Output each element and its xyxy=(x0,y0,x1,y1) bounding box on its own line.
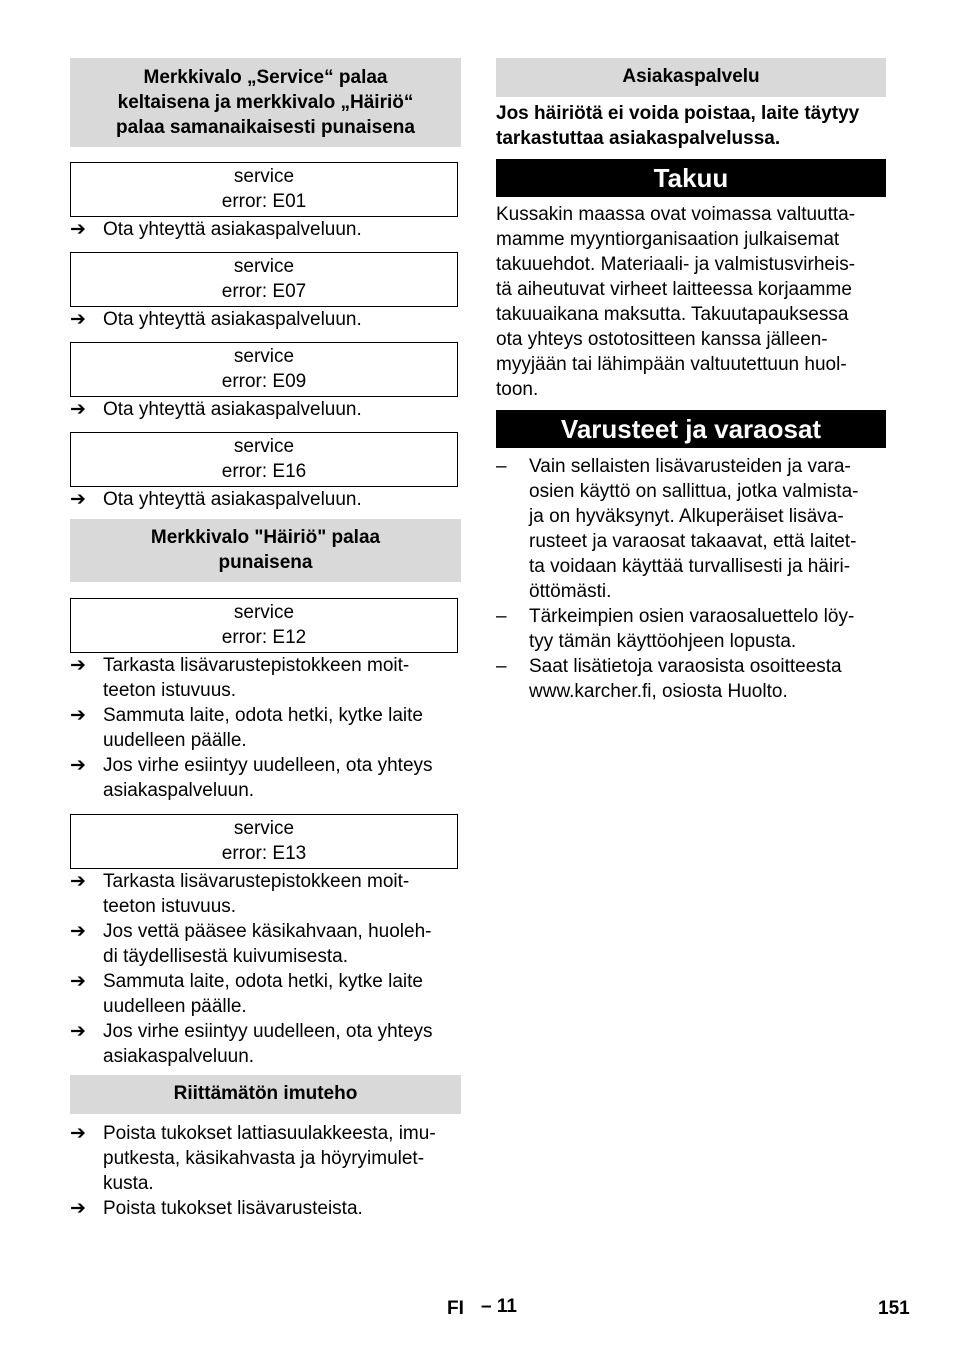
box-service-label: service xyxy=(233,166,295,187)
arrow-icon: ➔ xyxy=(70,871,86,892)
customer-service-text: Jos häiriötä ei voida poistaa, laite täytyy tarkastuttaa asiakaspalvelussa. xyxy=(496,103,860,149)
error-box-e16 xyxy=(70,432,458,487)
arrow-icon: ➔ xyxy=(70,755,86,776)
list-item: ➔ Ota yhteyttä asiakaspalveluun. xyxy=(70,309,362,330)
arrow-icon: ➔ xyxy=(70,705,86,726)
arrow-icon: ➔ xyxy=(70,399,86,420)
box-service-label: service xyxy=(233,436,295,457)
error-box-e09 xyxy=(70,342,458,397)
arrow-icon: ➔ xyxy=(70,971,86,992)
box-error-code: error: E01 xyxy=(221,191,307,212)
box-service-label: service xyxy=(233,602,295,623)
box-error-code: error: E07 xyxy=(221,281,307,302)
footer-page-number: 151 xyxy=(878,1298,910,1319)
footer-local-page: – 11 xyxy=(481,1296,517,1317)
arrow-icon: ➔ xyxy=(70,1198,86,1219)
arrow-icon: ➔ xyxy=(70,309,86,330)
list-item: ➔ Ota yhteyttä asiakaspalveluun. xyxy=(70,219,362,240)
box-error-code: error: E16 xyxy=(221,461,307,482)
box-service-label: service xyxy=(233,818,295,839)
heading-service-and-fault-lights: Merkkivalo „Service“ palaa keltaisena ja merkkivalo „Häiriö“ palaa samanaikaisesti punaisena xyxy=(70,58,461,147)
list-item: ➔ Jos vettä pääsee käsikahvaan, huoleh- di täydellisestä kuivumisesta. xyxy=(70,921,432,967)
arrow-icon: ➔ xyxy=(70,219,86,240)
box-error-code: error: E09 xyxy=(221,371,307,392)
arrow-icon: ➔ xyxy=(70,655,86,676)
list-item: – Vain sellaisten lisävarusteiden ja vara- osien käyttö on sallittua, jotka valmista- ja on hyväksynyt. Alkuperäiset lisäva- rusteet ja varaosat takaavat, että laitet- ta voidaan käyttää turvallisesti ja häiri- öttömästi. xyxy=(496,456,859,602)
box-service-label: service xyxy=(233,256,295,277)
list-item: ➔ Tarkasta lisävarustepistokkeen moit- teeton istuvuus. xyxy=(70,655,410,701)
left-column xyxy=(70,58,461,1221)
dash-icon: – xyxy=(496,656,507,677)
heading-fault-light-red: Merkkivalo "Häiriö" palaa punaisena xyxy=(70,519,461,582)
list-item: – Tärkeimpien osien varaosaluettelo löy- tyy tämän käyttöohjeen lopusta. xyxy=(496,606,855,652)
dash-icon: – xyxy=(496,456,507,477)
dash-icon: – xyxy=(496,606,507,627)
box-service-label: service xyxy=(233,346,295,367)
arrow-icon: ➔ xyxy=(70,1123,86,1144)
arrow-icon: ➔ xyxy=(70,489,86,510)
heading-customer-service: Asiakaspalvelu xyxy=(496,58,886,97)
list-item: – Saat lisätietoja varaosista osoitteesta www.karcher.fi, osiosta Huolto. xyxy=(496,656,842,702)
right-column xyxy=(496,58,886,704)
footer-language: FI xyxy=(447,1298,464,1319)
list-item: ➔ Sammuta laite, odota hetki, kytke laite uudelleen päälle. xyxy=(70,971,423,1017)
error-box-e01 xyxy=(70,162,458,217)
list-item: ➔ Tarkasta lisävarustepistokkeen moit- teeton istuvuus. xyxy=(70,871,410,917)
list-item: ➔ Ota yhteyttä asiakaspalveluun. xyxy=(70,489,362,510)
error-box-e12 xyxy=(70,598,458,653)
list-item: ➔ Jos virhe esiintyy uudelleen, ota yhteys asiakaspalveluun. xyxy=(70,1021,433,1067)
list-item: ➔ Jos virhe esiintyy uudelleen, ota yhteys asiakaspalveluun. xyxy=(70,755,433,801)
arrow-icon: ➔ xyxy=(70,921,86,942)
box-error-code: error: E12 xyxy=(221,627,307,648)
box-error-code: error: E13 xyxy=(221,843,307,864)
warranty-text: Kussakin maassa ovat voimassa valtuutta- mamme myyntiorganisaation julkaisemat takuuehdot. Materiaali- ja valmistusvirheis- tä aiheutuvat virheet laitteessa korjaamme takuuaikana maksutta. Takuutapauksessa ota yhteys ostotositteen kanssa jälleen- myyjään tai lähimpään valtuutettuun huol- toon. xyxy=(496,204,856,400)
arrow-icon: ➔ xyxy=(70,1021,86,1042)
error-box-e13 xyxy=(70,814,458,869)
error-box-e07 xyxy=(70,252,458,307)
heading-warranty: Takuu xyxy=(496,159,886,197)
list-item: ➔ Poista tukokset lattiasuulakkeesta, imu- putkesta, käsikahvasta ja höyryimulet- kusta. xyxy=(70,1123,436,1194)
list-item: ➔ Ota yhteyttä asiakaspalveluun. xyxy=(70,399,362,420)
heading-insufficient-suction: Riittämätön imuteho xyxy=(70,1075,461,1114)
heading-accessories-and-parts: Varusteet ja varaosat xyxy=(496,410,886,448)
list-item: ➔ Sammuta laite, odota hetki, kytke laite uudelleen päälle. xyxy=(70,705,423,751)
list-item: ➔ Poista tukokset lisävarusteista. xyxy=(70,1198,363,1219)
